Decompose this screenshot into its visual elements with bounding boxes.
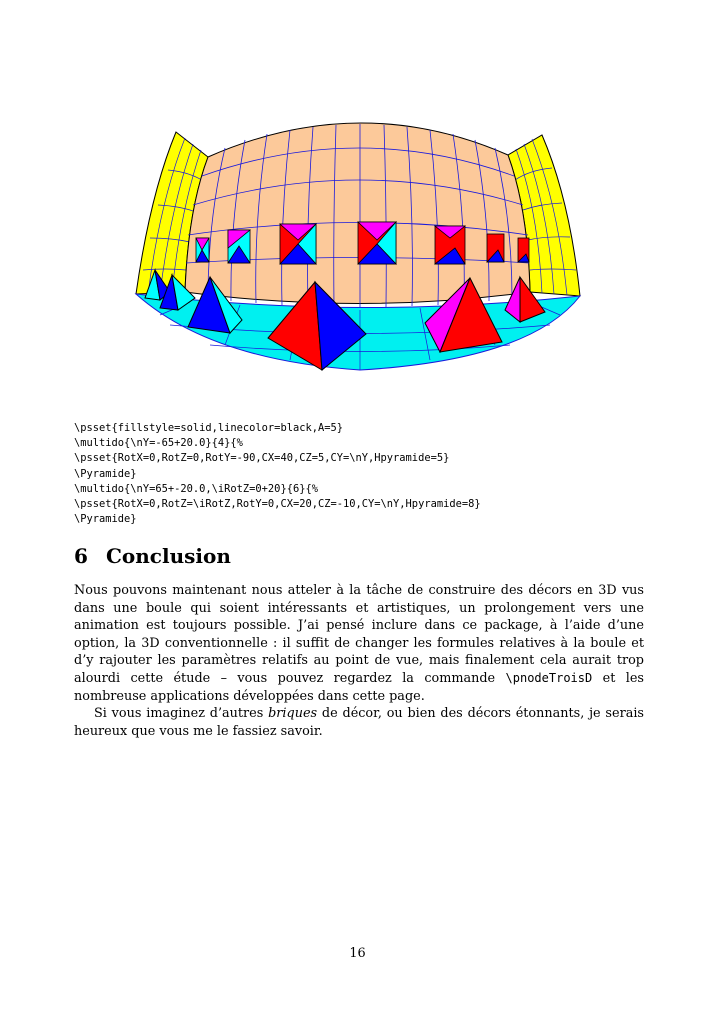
paragraph [74, 582, 644, 705]
code-line: \psset{RotX=0,RotZ=0,RotY=-90,CX=40,CZ=5,CY=\nY,Hpyramide=5} [74, 452, 450, 465]
paragraph [74, 705, 644, 740]
code-line: \Pyramide} [74, 513, 137, 526]
code-line: \psset{fillstyle=solid,linecolor=black,A=5} [74, 422, 343, 434]
paragraph-text: Si vous imaginez d’autres [94, 706, 269, 722]
code-line: \multido{\nY=65+-20.0,\iRotZ=0+20}{6}{% [74, 482, 318, 495]
code-listing [74, 421, 654, 527]
code-line: \psset{RotX=0,RotZ=\iRotZ,RotY=0,CX=20,CZ=-10,CY=\nY,Hpyramide=8} [74, 498, 481, 511]
section-number: 6 [74, 544, 88, 568]
back-wall [185, 123, 530, 304]
paragraph-text: de décor, ou bien des décors étonnants, je serais heureux que vous me le fassiez savoir. [74, 706, 644, 739]
page-number: 16 [349, 946, 366, 961]
paragraph-text: et les nombreuse applications développées dans cette page. [74, 670, 644, 704]
code-line: \Pyramide} [74, 467, 137, 480]
section-heading [74, 544, 654, 568]
paragraph-text: Nous pouvons maintenant nous atteler à la tâche de construire des décors en 3D vus dans une boule qui soient intéressants et artistiques, un prolongement vers une animation est toujours possible. J’ai pensé inclure dans ce package, à l’aide d’une option, la 3D conventionnelle : il suffit de changer les formules relatives à la boule et d’y rajouter les paramètres relatifs au point de vue, mais finalement cela aurait trop alourdi cette étude – vous pouvez regardez la commande [74, 583, 644, 686]
body-text [74, 582, 644, 740]
inline-code: \pnodeTroisD [505, 670, 593, 685]
code-line: \multido{\nY=-65+20.0}{4}{% [74, 437, 243, 450]
section-title: Conclusion [106, 544, 231, 568]
emphasis: briques [268, 706, 318, 722]
fisheye-3d-figure [130, 120, 590, 400]
